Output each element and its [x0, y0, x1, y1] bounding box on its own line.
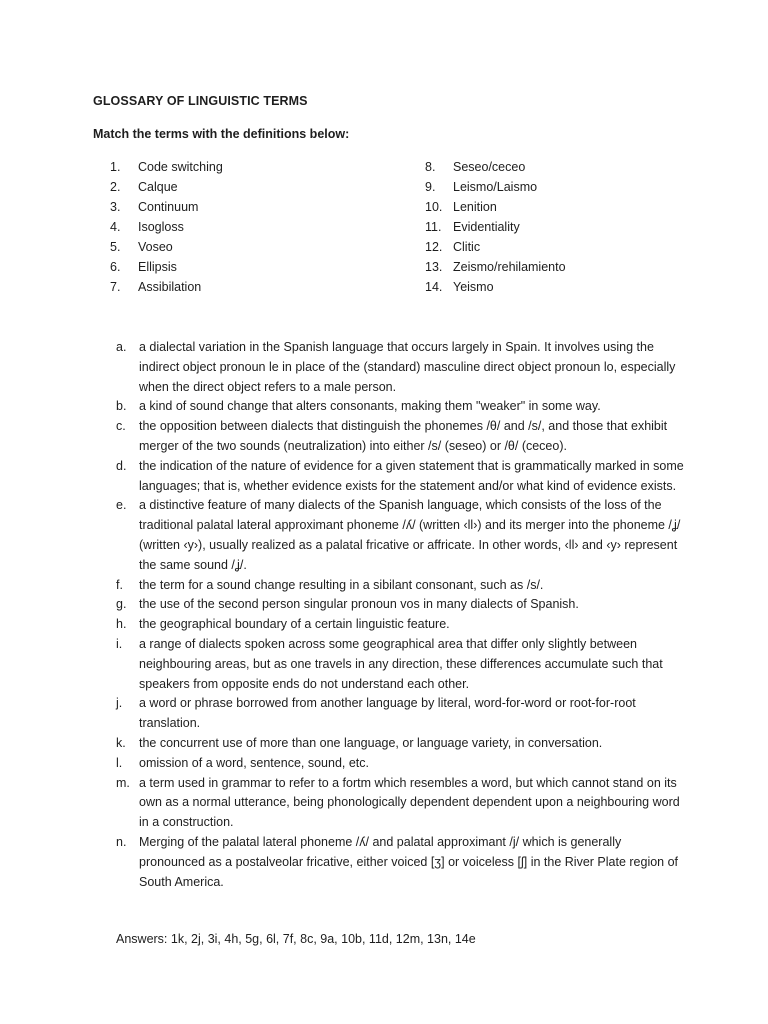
definition-text: the concurrent use of more than one language, or language variety, in conversation. — [139, 735, 603, 750]
term-label: Evidentiality — [453, 220, 520, 234]
definition-text: a distinctive feature of many dialects of the Spanish language, which consists of the loss of the traditional palatal lateral approximant phoneme /ʎ/ (written ‹ll›) and its merger into the phoneme /ʝ/ (written ‹y›), usually realized as a palatal fricative or affricate. In other words, ‹ll› and ‹y› represent the same sound /ʝ/. — [139, 498, 681, 572]
term-item — [110, 159, 223, 179]
term-item — [110, 219, 223, 239]
term-number: 6. — [110, 260, 121, 274]
term-item — [425, 239, 566, 259]
term-item — [110, 199, 223, 219]
term-item — [110, 179, 223, 199]
term-label: Voseo — [138, 240, 173, 254]
definition-letter: c. — [116, 419, 126, 434]
term-number: 5. — [110, 240, 121, 254]
term-item — [110, 239, 223, 259]
terms-list-left — [110, 159, 223, 299]
definition-item — [116, 635, 686, 694]
terms-list-right — [425, 159, 566, 299]
definitions-list — [116, 338, 686, 892]
definition-item — [116, 615, 686, 635]
term-label: Ellipsis — [138, 260, 177, 274]
definition-item — [116, 774, 686, 833]
definition-text: the indication of the nature of evidence for a given statement that is grammatically marked in some languages; that is, whether evidence exists for the statement and/or what kind of evidence exists. — [139, 458, 684, 493]
term-label: Yeismo — [453, 280, 494, 294]
instructions: Match the terms with the definitions below: — [93, 127, 350, 141]
definition-text: a word or phrase borrowed from another language by literal, word-for-word or root-for-root translation. — [139, 696, 636, 731]
term-item — [425, 179, 566, 199]
definition-item — [116, 595, 686, 615]
term-item — [110, 279, 223, 299]
term-label: Zeismo/rehilamiento — [453, 260, 566, 274]
term-number: 4. — [110, 220, 121, 234]
definition-letter: l. — [116, 755, 123, 770]
term-item — [425, 219, 566, 239]
definition-letter: n. — [116, 834, 127, 849]
term-item — [425, 259, 566, 279]
definition-item — [116, 496, 686, 575]
definition-item — [116, 576, 686, 596]
definition-letter: k. — [116, 735, 126, 750]
definition-text: the term for a sound change resulting in a sibilant consonant, such as /s/. — [139, 577, 544, 592]
term-item — [425, 159, 566, 179]
definition-text: a range of dialects spoken across some geographical area that differ only slightly between neighbouring areas, but as one travels in any direction, these differences accumulate such that speakers from opposite ends do not understand each other. — [139, 636, 663, 691]
term-label: Code switching — [138, 160, 223, 174]
term-number: 7. — [110, 280, 121, 294]
term-number: 13. — [425, 260, 443, 274]
definition-letter: d. — [116, 458, 127, 473]
term-item — [110, 259, 223, 279]
definition-item — [116, 734, 686, 754]
definition-letter: i. — [116, 636, 123, 651]
definition-letter: e. — [116, 498, 127, 513]
definition-letter: m. — [116, 775, 130, 790]
definition-item — [116, 397, 686, 417]
term-number: 2. — [110, 180, 121, 194]
term-label: Seseo/ceceo — [453, 160, 526, 174]
term-number: 10. — [425, 200, 443, 214]
definition-text: the opposition between dialects that distinguish the phonemes /θ/ and /s/, and those that exhibit merger of the two sounds (neutralization) into either /s/ (seseo) or /θ/ (ceceo). — [139, 419, 668, 453]
term-number: 11. — [425, 220, 442, 234]
term-label: Isogloss — [138, 220, 184, 234]
definition-item — [116, 338, 686, 397]
definition-text: the use of the second person singular pronoun vos in many dialects of Spanish. — [139, 597, 579, 612]
term-label: Lenition — [453, 200, 497, 214]
term-label: Continuum — [138, 200, 199, 214]
document-title: GLOSSARY OF LINGUISTIC TERMS — [93, 94, 308, 108]
term-item — [425, 199, 566, 219]
definition-letter: f. — [116, 577, 123, 592]
definition-text: a kind of sound change that alters consonants, making them "weaker" in some way. — [139, 399, 601, 414]
term-label: Leismo/Laismo — [453, 180, 538, 194]
term-number: 8. — [425, 160, 436, 174]
term-label: Clitic — [453, 240, 481, 254]
definition-letter: b. — [116, 399, 127, 414]
definition-text: Merging of the palatal lateral phoneme /ʎ/ and palatal approximant /j/ which is generally pronounced as a postalveolar fricative, either voiced [ʒ] or voiceless [ʃ] in the River Plate region of South America. — [139, 834, 679, 889]
definition-letter: h. — [116, 617, 127, 632]
definition-text: the geographical boundary of a certain linguistic feature. — [139, 617, 450, 632]
definition-text: a dialectal variation in the Spanish language that occurs largely in Spain. It involves using the indirect object pronoun le in place of the (standard) masculine direct object pronoun lo, especially when the direct object refers to a male person. — [139, 340, 676, 394]
term-item — [425, 279, 566, 299]
definition-item — [116, 457, 686, 497]
answer-key: Answers: 1k, 2j, 3i, 4h, 5g, 6l, 7f, 8c, 9a, 10b, 11d, 12m, 13n, 14e — [116, 932, 476, 946]
definition-item — [116, 694, 686, 734]
definition-item — [116, 833, 686, 892]
definition-item — [116, 754, 686, 774]
definition-letter: a. — [116, 340, 127, 354]
term-number: 9. — [425, 180, 436, 194]
definition-item — [116, 417, 686, 457]
term-label: Calque — [138, 180, 178, 194]
term-label: Assibilation — [138, 280, 202, 294]
term-number: 12. — [425, 240, 443, 254]
definition-text: omission of a word, sentence, sound, etc. — [139, 755, 369, 770]
term-number: 14. — [425, 280, 443, 294]
definition-letter: j. — [116, 696, 123, 711]
definition-text: a term used in grammar to refer to a fortm which resembles a word, but which cannot stand on its own as a normal utterance, being phonologically dependent dependent upon a neighbouring word in a construction. — [139, 775, 680, 830]
term-number: 3. — [110, 200, 121, 214]
definition-letter: g. — [116, 597, 127, 612]
term-number: 1. — [110, 160, 121, 174]
